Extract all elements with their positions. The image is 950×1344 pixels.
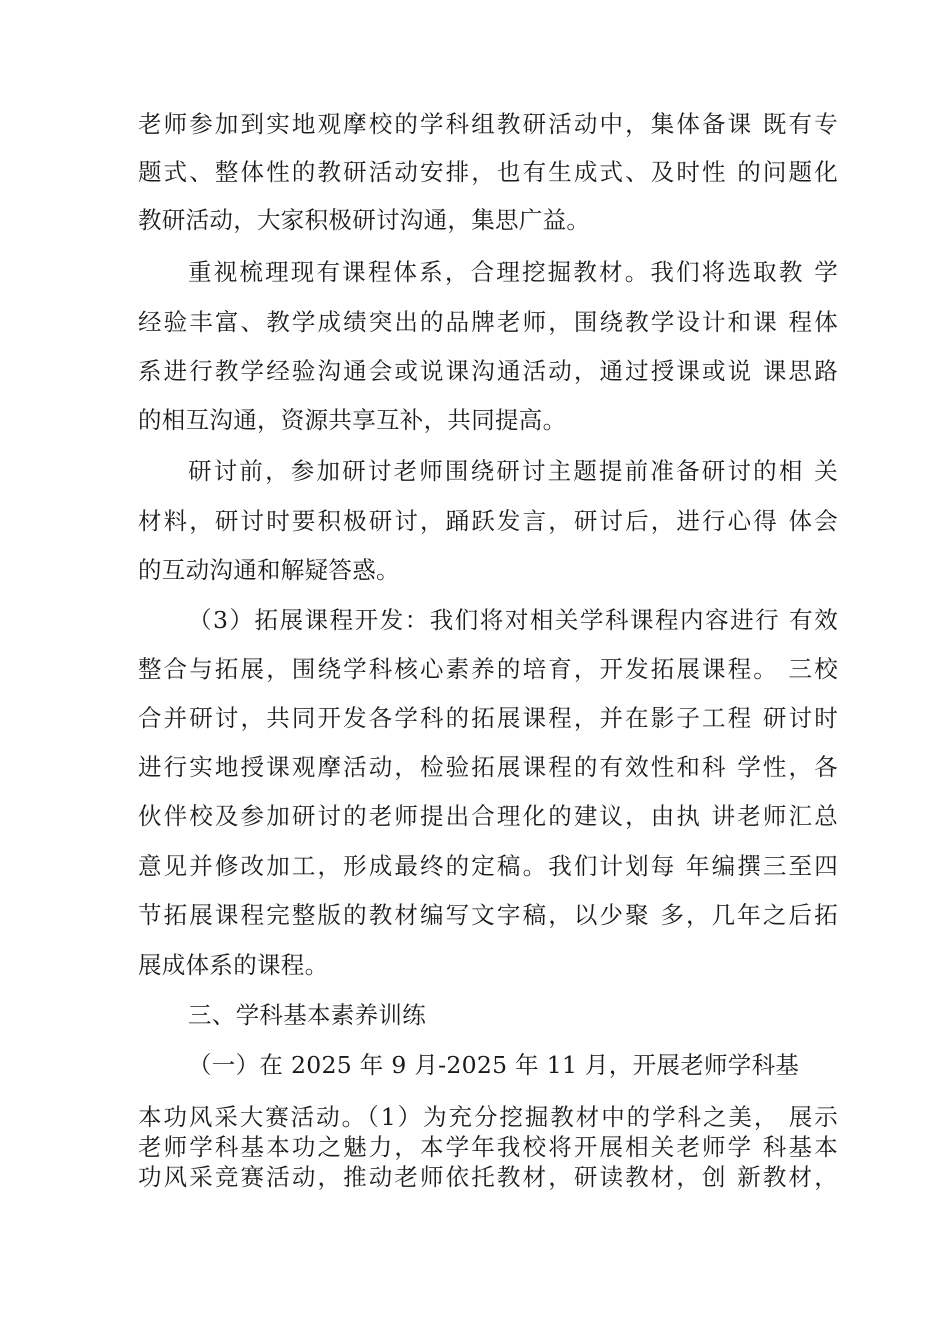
paragraph-2-line-2: 经验丰富、教学成绩突出的品牌老师，围绕教学设计和课 程体 xyxy=(138,308,838,336)
paragraph-2-line-1: 重视梳理现有课程体系，合理挖掘教材。我们将选取教 学 xyxy=(188,258,838,286)
paragraph-7-line-3: 功风采竞赛活动，推动老师依托教材，研读教材，创 新教材， xyxy=(138,1163,838,1191)
paragraph-4-line-7: 节拓展课程完整版的教材编写文字稿，以少聚 多，几年之后拓 xyxy=(138,901,838,929)
paragraph-1-line-1: 老师参加到实地观摩校的学科组教研活动中，集体备课 既有专 xyxy=(138,110,838,138)
paragraph-7-line-2: 老师学科基本功之魅力，本学年我校将开展相关老师学 科基本 xyxy=(138,1133,838,1161)
paragraph-4-line-6: 意见并修改加工，形成最终的定稿。我们计划每 年编撰三至四 xyxy=(138,852,838,880)
paragraph-3-line-2: 材料，研讨时要积极研讨，踊跃发言，研讨后，进行心得 体会 xyxy=(138,507,838,535)
paragraph-4-line-1: （3）拓展课程开发：我们将对相关学科课程内容进行 有效 xyxy=(188,606,838,634)
paragraph-2-line-3: 系进行教学经验沟通会或说课沟通活动，通过授课或说 课思路 xyxy=(138,357,838,385)
sub-item-line: （一）在 2025 年 9 月-2025 年 11 月，开展老师学科基 xyxy=(188,1051,800,1079)
paragraph-4-line-5: 伙伴校及参加研讨的老师提出合理化的建议，由执 讲老师汇总 xyxy=(138,802,838,830)
paragraph-4-line-4: 进行实地授课观摩活动，检验拓展课程的有效性和科 学性，各 xyxy=(138,753,838,781)
paragraph-3-line-3: 的互动沟通和解疑答惑。 xyxy=(138,556,400,584)
paragraph-1-line-3: 教研活动，大家积极研讨沟通，集思广益。 xyxy=(138,206,591,234)
paragraph-3-line-1: 研讨前，参加研讨老师围绕研讨主题提前准备研讨的相 关 xyxy=(188,457,838,485)
paragraph-4-line-3: 合并研讨，共同开发各学科的拓展课程，并在影子工程 研讨时 xyxy=(138,704,838,732)
paragraph-1-line-2: 题式、整体性的教研活动安排，也有生成式、及时性 的问题化 xyxy=(138,158,838,186)
paragraph-4-line-8: 展成体系的课程。 xyxy=(138,951,329,979)
section-heading: 三、学科基本素养训练 xyxy=(188,1001,426,1029)
paragraph-4-line-2: 整合与拓展，围绕学科核心素养的培育，开发拓展课程。 三校 xyxy=(138,655,838,683)
paragraph-7-line-1: 本功风采大赛活动。（1）为充分挖掘教材中的学科之美， 展示 xyxy=(138,1103,838,1131)
paragraph-2-line-4: 的相互沟通，资源共享互补，共同提高。 xyxy=(138,406,567,434)
